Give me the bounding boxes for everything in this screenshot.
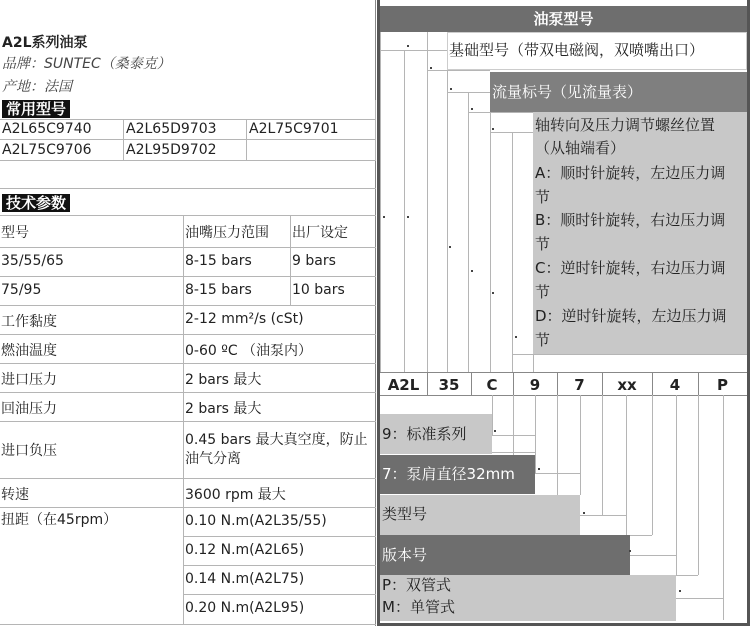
code-part-flow: 35 bbox=[438, 376, 460, 394]
model-cell: A2L75C9706 bbox=[2, 142, 92, 158]
model-code-diagram bbox=[377, 0, 750, 626]
pump-shoulder-label: 7：泵肩直径32mm bbox=[382, 465, 515, 483]
model-cell: A2L65C9740 bbox=[2, 121, 92, 137]
table-row-range: 8-15 bars bbox=[185, 253, 252, 269]
spec-value-return-pressure: 2 bars 最大 bbox=[185, 401, 262, 417]
diagram-title: 油泵型号 bbox=[380, 6, 747, 32]
pipe-option-double: P：双管式 bbox=[382, 576, 452, 594]
rotation-option-b-cont: 节 bbox=[535, 235, 551, 253]
rotation-option-d: D：逆时针旋转，左边压力调 bbox=[535, 307, 727, 325]
spec-value-viscosity: 2-12 mm²/s (cSt) bbox=[185, 311, 304, 327]
rotation-option-a-cont: 节 bbox=[535, 188, 551, 206]
code-part-shoulder: 7 bbox=[574, 376, 585, 394]
code-part-rotation: C bbox=[486, 376, 498, 394]
pipe-option-single: M：单管式 bbox=[382, 598, 455, 616]
spec-value-speed: 3600 rpm 最大 bbox=[185, 487, 286, 503]
table-row-model: 75/95 bbox=[1, 282, 42, 298]
origin-line: 产地：法国 bbox=[2, 79, 72, 95]
model-cell: A2L65D9703 bbox=[126, 121, 217, 137]
torque-value: 0.10 N.m(A2L35/55) bbox=[185, 513, 327, 529]
spec-value-fuel-temp: 0-60 ºC （油泵内） bbox=[185, 343, 313, 359]
spec-label-return-pressure: 回油压力 bbox=[1, 401, 57, 417]
rotation-option-c: C：逆时针旋转，右边压力调 bbox=[535, 259, 726, 277]
code-part-version: 4 bbox=[669, 376, 681, 394]
rotation-option-c-cont: 节 bbox=[535, 283, 551, 301]
rotation-option-a: A：顺时针旋转，左边压力调 bbox=[535, 164, 726, 182]
table-row-range: 8-15 bars bbox=[185, 282, 252, 298]
spec-label-fuel-temp: 燃油温度 bbox=[1, 343, 57, 359]
spec-label-inlet-vacuum: 进口负压 bbox=[1, 443, 57, 459]
rotation-option-d-cont: 节 bbox=[535, 331, 551, 349]
table-header-model: 型号 bbox=[1, 225, 29, 241]
torque-value: 0.14 N.m(A2L75) bbox=[185, 571, 305, 587]
code-part-pipe: P bbox=[717, 376, 728, 394]
model-cell: A2L95D9702 bbox=[126, 142, 217, 158]
model-cell: A2L75C9701 bbox=[249, 121, 339, 137]
product-title: A2L系列油泵 bbox=[2, 35, 88, 51]
common-models-heading: 常用型号 bbox=[2, 100, 70, 118]
spec-label-speed: 转速 bbox=[1, 487, 29, 503]
table-row-model: 35/55/65 bbox=[1, 253, 64, 269]
spec-label-torque: 扭距（在45rpm） bbox=[1, 512, 118, 528]
code-part-type: xx bbox=[617, 376, 637, 394]
rotation-title: 轴转向及压力调节螺丝位置 bbox=[535, 116, 716, 134]
spec-label-inlet-pressure: 进口压力 bbox=[1, 372, 57, 388]
spec-label-viscosity: 工作黏度 bbox=[1, 314, 57, 330]
table-header-factory-setting: 出厂设定 bbox=[292, 225, 348, 241]
spec-value-inlet-pressure: 2 bars 最大 bbox=[185, 372, 262, 388]
table-row-setting: 9 bars bbox=[292, 253, 336, 269]
code-part-standard: 9 bbox=[529, 376, 541, 394]
flow-code-label: 流量标号（见流量表） bbox=[492, 83, 643, 101]
torque-value: 0.12 N.m(A2L65) bbox=[185, 542, 305, 558]
version-code-label: 版本号 bbox=[382, 546, 428, 564]
table-header-pressure-range: 油嘴压力范围 bbox=[185, 225, 269, 241]
torque-value: 0.20 N.m(A2L95) bbox=[185, 600, 305, 616]
rotation-subtitle: （从轴端看） bbox=[535, 139, 626, 157]
code-part-series: A2L bbox=[387, 376, 420, 394]
brand-line: 品牌：SUNTEC（桑泰克） bbox=[2, 56, 171, 72]
rotation-option-b: B：顺时针旋转，右边压力调 bbox=[535, 211, 726, 229]
table-row-setting: 10 bars bbox=[292, 282, 345, 298]
type-code-label: 类型号 bbox=[382, 505, 428, 523]
standard-series-label: 9：标准系列 bbox=[382, 425, 467, 443]
tech-params-heading: 技术参数 bbox=[2, 194, 70, 212]
base-model-label: 基础型号（带双电磁阀，双喷嘴出口） bbox=[449, 41, 705, 59]
spec-value-inlet-vacuum: 0.45 bars 最大真空度，防止油气分离 bbox=[185, 432, 368, 467]
